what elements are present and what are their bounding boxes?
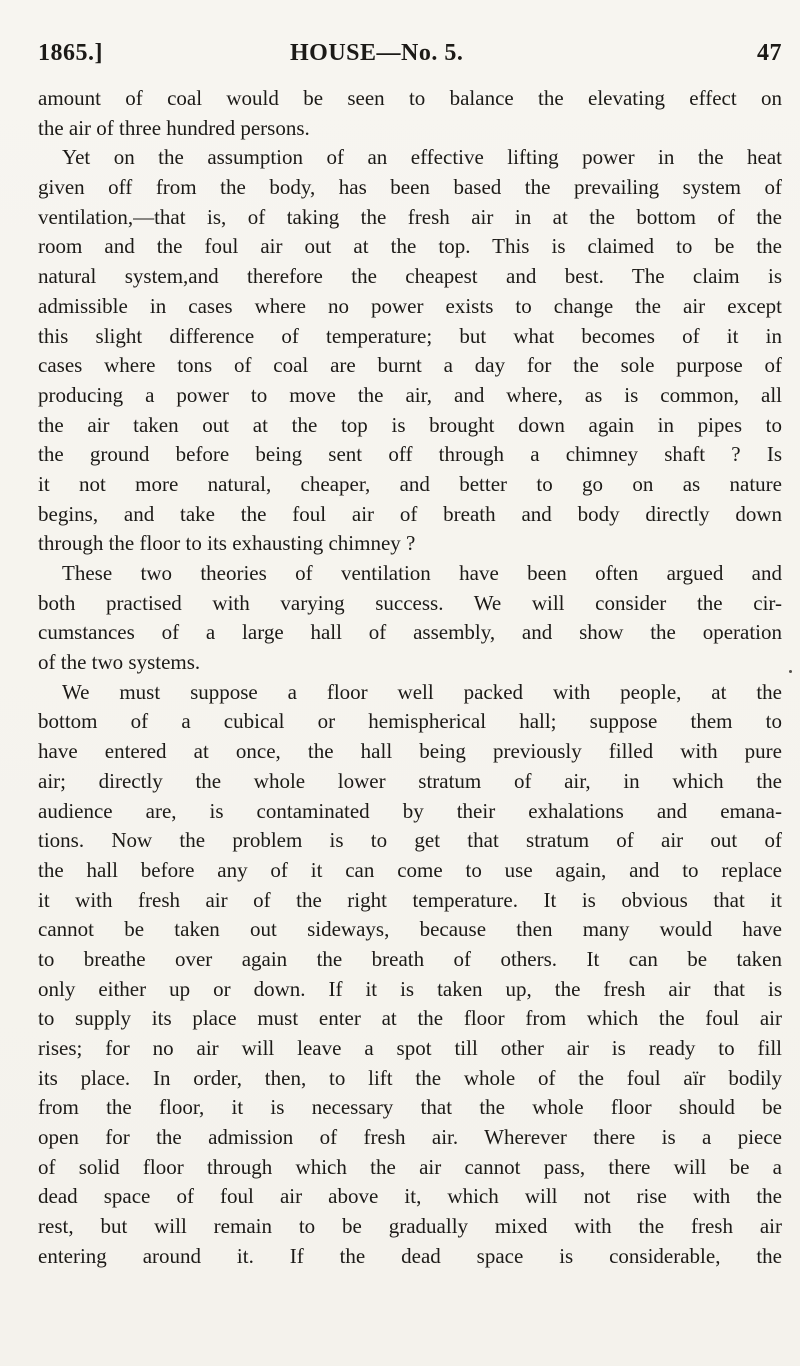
text-line: ventilation,—that is, of taking the fresh air in at the bottom of the <box>38 204 782 229</box>
text-line: through the floor to its exhausting chimney ? <box>38 531 416 556</box>
text-line: We must suppose a floor well packed with people, at the <box>62 679 782 704</box>
running-header <box>38 40 782 74</box>
text-line: it not more natural, cheaper, and better to go on as nature <box>38 471 782 496</box>
text-line: from the floor, it is necessary that the whole floor should be <box>38 1095 782 1120</box>
text-line: Yet on the assumption of an effective lifting power in the heat <box>62 145 782 170</box>
text-line: the ground before being sent off through a chimney shaft ? Is <box>38 442 782 467</box>
text-line: this slight difference of temperature; but what becomes of it in <box>38 323 782 348</box>
text-line: amount of coal would be seen to balance the elevating effect on <box>38 86 782 110</box>
ink-speck <box>789 670 792 673</box>
text-line: only either up or down. If it is taken up, the fresh air that is <box>38 976 782 1001</box>
body-text <box>38 84 782 1272</box>
text-line: air; directly the whole lower stratum of air, in which the <box>38 768 782 793</box>
text-line: it with fresh air of the right temperature. It is obvious that it <box>38 887 782 912</box>
text-line: room and the foul air out at the top. This is claimed to be the <box>38 234 782 259</box>
text-line: cases where tons of coal are burnt a day for the sole purpose of <box>38 353 782 378</box>
text-line: rises; for no air will leave a spot till other air is ready to fill <box>38 1036 782 1060</box>
text-line: of solid floor through which the air cannot pass, there will be a <box>38 1154 782 1179</box>
text-line: cannot be taken out sideways, because then many would have <box>38 917 782 942</box>
text-line: to breathe over again the breath of others. It can be taken <box>38 946 782 971</box>
page-number: 47 <box>757 40 782 66</box>
text-line: open for the admission of fresh air. Wherever there is a piece <box>38 1125 782 1150</box>
text-line: both practised with varying success. We will consider the cir- <box>38 590 782 615</box>
text-line: rest, but will remain to be gradually mixed with the fresh air <box>38 1214 782 1239</box>
text-line: the air taken out at the top is brought down again in pipes to <box>38 412 782 437</box>
text-line: given off from the body, has been based the prevailing system of <box>38 175 782 200</box>
text-line: of the two systems. <box>38 650 201 675</box>
text-line: cumstances of a large hall of assembly, and show the operation <box>38 620 782 645</box>
text-line: natural system,and therefore the cheapest and best. The claim is <box>38 264 782 289</box>
text-line: audience are, is contaminated by their exhalations and emana- <box>38 798 782 823</box>
text-line: to supply its place must enter at the floor from which the foul air <box>38 1006 782 1031</box>
text-line: bottom of a cubical or hemispherical hall; suppose them to <box>38 709 782 734</box>
text-line: admissible in cases where no power exists to change the air except <box>38 293 782 318</box>
text-line: begins, and take the foul air of breath and body directly down <box>38 501 782 526</box>
text-line: These two theories of ventilation have been often argued and <box>62 561 782 585</box>
text-line: have entered at once, the hall being previously filled with pure <box>38 739 782 764</box>
header-year: 1865.] <box>38 40 103 66</box>
text-line: the air of three hundred persons. <box>38 115 310 140</box>
text-line: tions. Now the problem is to get that stratum of air out of <box>38 828 782 853</box>
text-line: producing a power to move the air, and where, as is common, all <box>38 382 782 407</box>
text-line: entering around it. If the dead space is considerable, the <box>38 1243 782 1268</box>
text-line: dead space of foul air above it, which will not rise with the <box>38 1184 782 1209</box>
text-line: its place. In order, then, to lift the whole of the foul aïr bodily <box>38 1065 782 1090</box>
text-line: the hall before any of it can come to use again, and to replace <box>38 857 782 882</box>
header-document-title: HOUSE—No. 5. <box>290 40 464 66</box>
